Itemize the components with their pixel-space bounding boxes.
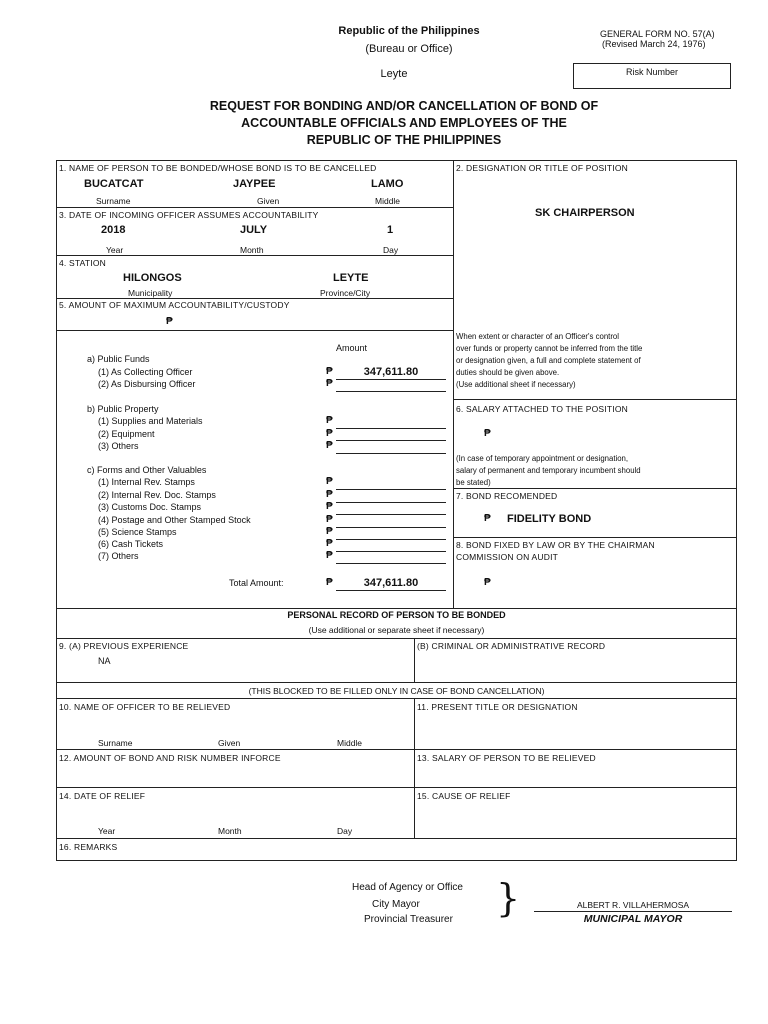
form-number: GENERAL FORM NO. 57(A) xyxy=(600,29,715,39)
total-amount-label: Total Amount: xyxy=(229,578,284,588)
section5-label: 5. AMOUNT OF MAXIMUM ACCOUNTABILITY/CUSTODY xyxy=(59,300,290,310)
peso-sign: ₱ xyxy=(326,415,333,426)
section16-label: 16. REMARKS xyxy=(59,842,118,852)
peso-sign: ₱ xyxy=(484,428,491,439)
risk-number-box xyxy=(573,63,731,89)
section10-middle-caption: Middle xyxy=(337,738,363,748)
previous-experience-value[interactable]: NA xyxy=(98,656,111,666)
peso-sign: ₱ xyxy=(326,526,333,537)
bond-recommended-value[interactable]: FIDELITY BOND xyxy=(507,513,592,525)
cash-tickets-label: (6) Cash Tickets xyxy=(98,539,164,549)
irs-label: (1) Internal Rev. Stamps xyxy=(98,477,195,487)
section6-note-line1: (In case of temporary appointment or designation, xyxy=(456,454,629,463)
section13-label: 13. SALARY OF PERSON TO BE RELIEVED xyxy=(417,753,596,763)
forms-valuables-label: c) Forms and Other Valuables xyxy=(87,465,207,475)
section14-month-caption: Month xyxy=(218,826,242,836)
section10-surname-caption: Surname xyxy=(98,738,133,748)
year-caption: Year xyxy=(106,245,124,255)
peso-sign: ₱ xyxy=(326,378,333,389)
province-value[interactable]: LEYTE xyxy=(333,272,369,284)
section11-label: 11. PRESENT TITLE OR DESIGNATION xyxy=(417,702,578,712)
section2-note-line2: over funds or property cannot be inferred from the title xyxy=(456,344,643,353)
section8-label-line2: COMMISSION ON AUDIT xyxy=(456,552,559,562)
section2-note-line4: duties should be given above. xyxy=(456,368,560,377)
section10-label: 10. NAME OF OFFICER TO BE RELIEVED xyxy=(59,702,231,712)
form-revised: (Revised March 24, 1976) xyxy=(602,39,706,49)
section7-label: 7. BOND RECOMENDED xyxy=(456,491,558,501)
peso-sign: ₱ xyxy=(326,577,333,588)
position-value[interactable]: SK CHAIRPERSON xyxy=(535,207,635,219)
peso-sign: ₱ xyxy=(326,476,333,487)
risk-number-label: Risk Number xyxy=(625,67,678,77)
peso-sign: ₱ xyxy=(166,316,173,327)
section14-year-caption: Year xyxy=(98,826,116,836)
peso-sign: ₱ xyxy=(326,538,333,549)
collecting-officer-label: (1) As Collecting Officer xyxy=(98,367,193,377)
section12-label: 12. AMOUNT OF BOND AND RISK NUMBER INFORCE xyxy=(59,753,281,763)
section8-label-line1: 8. BOND FIXED BY LAW OR BY THE CHAIRMAN xyxy=(456,540,655,550)
province-heading: Leyte xyxy=(380,68,408,80)
peso-sign: ₱ xyxy=(326,440,333,451)
surname-value[interactable]: BUCATCAT xyxy=(84,178,144,190)
peso-sign: ₱ xyxy=(326,366,333,377)
section2-note-line3: or designation given, a full and complete statement of xyxy=(456,356,641,365)
others-c-label: (7) Others xyxy=(98,551,139,561)
day-caption: Day xyxy=(383,245,399,255)
disbursing-officer-label: (2) As Disbursing Officer xyxy=(98,379,196,389)
peso-sign: ₱ xyxy=(326,550,333,561)
peso-sign: ₱ xyxy=(326,428,333,439)
public-property-label: b) Public Property xyxy=(87,404,159,414)
given-name-value[interactable]: JAYPEE xyxy=(233,178,276,190)
section14-label: 14. DATE OF RELIEF xyxy=(59,791,146,801)
brace-symbol: } xyxy=(496,876,521,920)
section2-label: 2. DESIGNATION OR TITLE OF POSITION xyxy=(456,163,628,173)
public-funds-label: a) Public Funds xyxy=(87,354,150,364)
personal-record-title: PERSONAL RECORD OF PERSON TO BE BONDED xyxy=(287,610,506,620)
section1-label: 1. NAME OF PERSON TO BE BONDED/WHOSE BOND IS TO BE CANCELLED xyxy=(59,163,377,173)
peso-sign: ₱ xyxy=(484,577,491,588)
peso-sign: ₱ xyxy=(484,513,491,524)
section3-label: 3. DATE OF INCOMING OFFICER ASSUMES ACCOUNTABILITY xyxy=(59,210,319,220)
month-caption: Month xyxy=(240,245,264,255)
year-value[interactable]: 2018 xyxy=(101,224,126,236)
middle-name-value[interactable]: LAMO xyxy=(371,178,404,190)
section15-label: 15. CAUSE OF RELIEF xyxy=(417,791,511,801)
month-value[interactable]: JULY xyxy=(240,224,268,236)
municipality-caption: Municipality xyxy=(128,288,173,298)
collecting-amount[interactable]: 347,611.80 xyxy=(363,366,419,378)
section4-label: 4. STATION xyxy=(59,258,107,268)
signatory-name: ALBERT R. VILLAHERMOSA xyxy=(576,900,690,910)
peso-sign: ₱ xyxy=(326,514,333,525)
section6-label: 6. SALARY ATTACHED TO THE POSITION xyxy=(456,404,628,414)
section6-note-line3: be stated) xyxy=(456,478,491,487)
section2-note-line5: (Use additional sheet if necessary) xyxy=(456,380,576,389)
signatory-title: MUNICIPAL MAYOR xyxy=(583,913,683,925)
equipment-label: (2) Equipment xyxy=(98,429,155,439)
head-of-agency-label: Head of Agency or Office xyxy=(352,882,463,893)
others-b-label: (3) Others xyxy=(98,441,139,451)
city-mayor-label: City Mayor xyxy=(372,899,420,910)
irds-label: (2) Internal Rev. Doc. Stamps xyxy=(98,490,216,500)
cancellation-note: (THIS BLOCKED TO BE FILLED ONLY IN CASE OF BOND CANCELLATION) xyxy=(248,686,545,696)
given-caption: Given xyxy=(257,196,280,206)
bureau-label: (Bureau or Office) xyxy=(365,43,453,55)
section2-note-line1: When extent or character of an Officer's control xyxy=(456,332,619,341)
form-title-line2: ACCOUNTABLE OFFICIALS AND EMPLOYEES OF THE xyxy=(241,116,567,130)
science-label: (5) Science Stamps xyxy=(98,527,177,537)
peso-sign: ₱ xyxy=(326,489,333,500)
section6-note-line2: salary of permanent and temporary incumbent should xyxy=(456,466,641,475)
province-caption: Province/City xyxy=(320,288,371,298)
section10-given-caption: Given xyxy=(218,738,241,748)
middle-caption: Middle xyxy=(375,196,401,206)
customs-label: (3) Customs Doc. Stamps xyxy=(98,502,202,512)
section14-day-caption: Day xyxy=(337,826,353,836)
day-value[interactable]: 1 xyxy=(387,224,394,236)
criminal-record-label: (B) CRIMINAL OR ADMINISTRATIVE RECORD xyxy=(417,641,606,651)
amount-header: Amount xyxy=(336,343,368,353)
total-amount-value[interactable]: 347,611.80 xyxy=(363,577,419,589)
republic-heading: Republic of the Philippines xyxy=(338,25,480,37)
municipality-value[interactable]: HILONGOS xyxy=(123,272,182,284)
peso-sign: ₱ xyxy=(326,501,333,512)
form-title-line1: REQUEST FOR BONDING AND/OR CANCELLATION OF BOND OF xyxy=(209,99,599,113)
postage-label: (4) Postage and Other Stamped Stock xyxy=(98,515,251,525)
supplies-label: (1) Supplies and Materials xyxy=(98,416,203,426)
provincial-treasurer-label: Provincial Treasurer xyxy=(364,914,453,925)
previous-experience-label: 9. (A) PREVIOUS EXPERIENCE xyxy=(59,641,189,651)
surname-caption: Surname xyxy=(96,196,131,206)
personal-record-subtitle: (Use additional or separate sheet if necessary) xyxy=(308,625,485,635)
form-title-line3: REPUBLIC OF THE PHILIPPINES xyxy=(306,133,502,147)
